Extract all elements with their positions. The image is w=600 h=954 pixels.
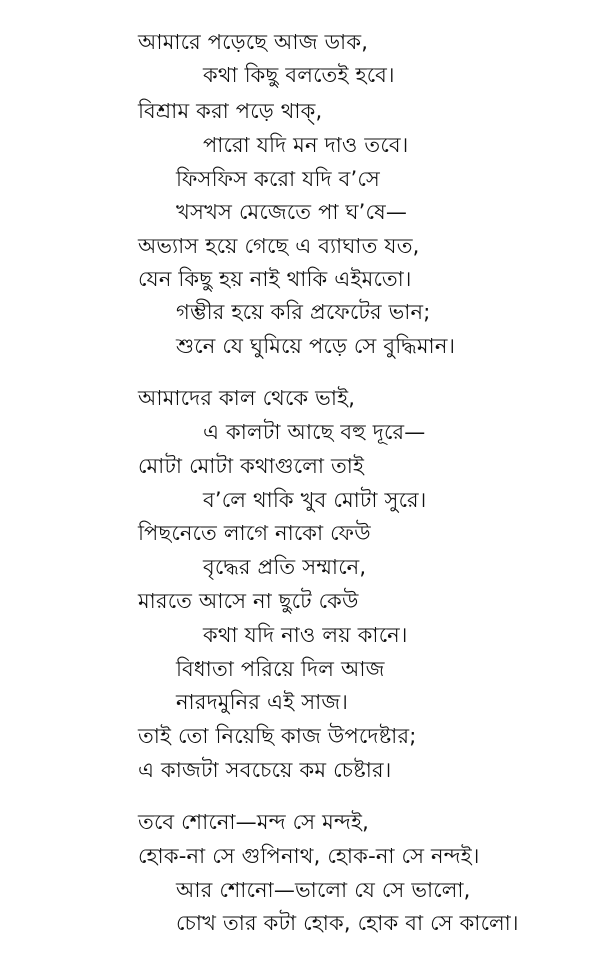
poem-line: কথা কিছু বলতেই হবে। [203, 63, 395, 87]
poem-line: ফিসফিস করো যদি ব’সে [176, 167, 380, 191]
poem-line: মারতে আসে না ছুটে কেউ [138, 589, 359, 613]
poem-line: নারদমুনির এই সাজ। [176, 690, 349, 714]
poem-line: পিছনেতে লাগে নাকো ফেউ [138, 521, 371, 545]
poem-line: অভ্যাস হয়ে গেছে এ ব্যাঘাত যত, [138, 234, 420, 258]
poem-line: আর শোনো—ভালো যে সে ভালো, [176, 878, 471, 902]
poem-line: আমাদের কাল থেকে ভাই, [138, 386, 356, 410]
poem-line: খসখস মেজেতে পা ঘ’ষে— [176, 200, 408, 224]
poem-line: এ কালটা আছে বহু দূরে— [203, 420, 426, 444]
poem-line: কথা যদি নাও লয় কানে। [203, 623, 408, 647]
poem-line: ব’লে থাকি খুব মোটা সুরে। [203, 488, 427, 512]
poem-line: তবে শোনো—মন্দ সে মন্দই, [138, 810, 370, 834]
poem-line: বিশ্রাম করা পড়ে থাক্, [138, 99, 323, 123]
poem-line: যেন কিছু হয় নাই থাকি এইমতো। [138, 267, 412, 291]
poem-line: এ কাজটা সবচেয়ে কম চেষ্টার। [138, 758, 392, 782]
poem-line: তাই তো নিয়েছি কাজ উপদেষ্টার; [138, 724, 417, 748]
poem-line: পারো যদি মন দাও তবে। [203, 133, 409, 157]
poem-line: আমারে পড়েছে আজ ডাক, [138, 30, 369, 54]
poem-line: শুনে যে ঘুমিয়ে পড়ে সে বুদ্ধিমান। [176, 334, 456, 358]
poem-line: চোখ তার কটা হোক, হোক বা সে কালো। [176, 911, 519, 935]
poem-line: বৃদ্ধের প্রতি সম্মানে, [203, 555, 367, 579]
poem-line: মোটা মোটা কথাগুলো তাই [138, 454, 365, 478]
poem-line: গম্ভীর হয়ে করি প্রফেটের ভান; [176, 300, 431, 324]
poem-line: বিধাতা পরিয়ে দিল আজ [176, 657, 385, 681]
poem-line: হোক-না সে গুপিনাথ, হোক-না সে নন্দই। [138, 844, 480, 868]
